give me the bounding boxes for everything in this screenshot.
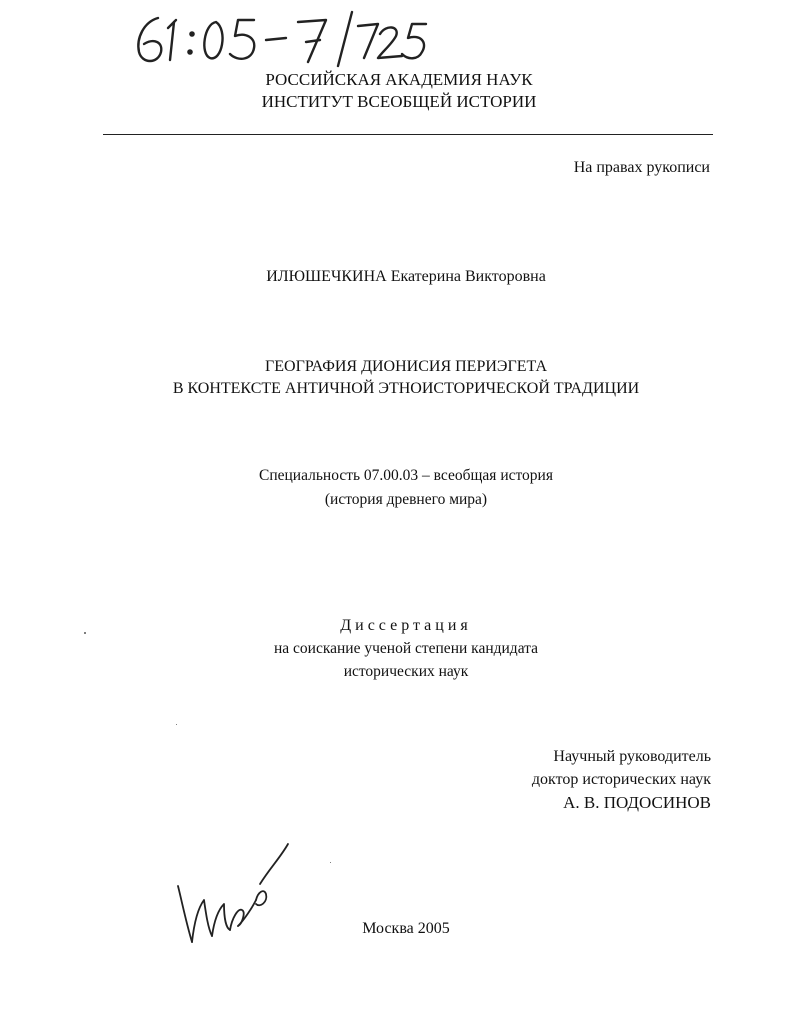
supervisor-block [532,745,711,814]
supervisor-degree: доктор исторических наук [531,771,711,788]
dissertation-title [0,356,798,400]
header-divider [103,134,713,135]
handwritten-archive-code [130,8,430,70]
city-year: Москва 2005 [362,920,450,937]
specialty-block [0,464,798,512]
author-name: ИЛЮШЕЧКИНА Екатерина Викторовна [266,268,546,285]
degree-line-2: исторических наук [343,663,469,680]
specialty-subfield: (история древнего мира) [324,491,488,508]
scan-speck [330,862,331,863]
degree-line-1: на соискание ученой степени кандидата [273,640,539,657]
institution-academy: РОССИЙСКАЯ АКАДЕМИЯ НАУК [265,70,533,89]
supervisor-role: Научный руководитель [553,748,711,765]
scan-speck [84,632,86,634]
title-line-1: ГЕОГРАФИЯ ДИОНИСИЯ ПЕРИЭГЕТА [264,358,548,375]
supervisor-name: А. В. ПОДОСИНОВ [563,793,711,812]
institution-institute: ИНСТИТУТ ВСЕОБЩЕЙ ИСТОРИИ [261,92,537,111]
rights-notice: На правах рукописи [573,159,710,176]
institution-header [0,69,798,113]
dissertation-heading: Диссертация [340,617,472,634]
specialty-code: Специальность 07.00.03 – всеобщая история [258,467,553,484]
title-line-2: В КОНТЕКСТЕ АНТИЧНОЙ ЭТНОИСТОРИЧЕСКОЙ ТРАДИЦИИ [172,380,640,397]
scan-speck [176,724,177,725]
